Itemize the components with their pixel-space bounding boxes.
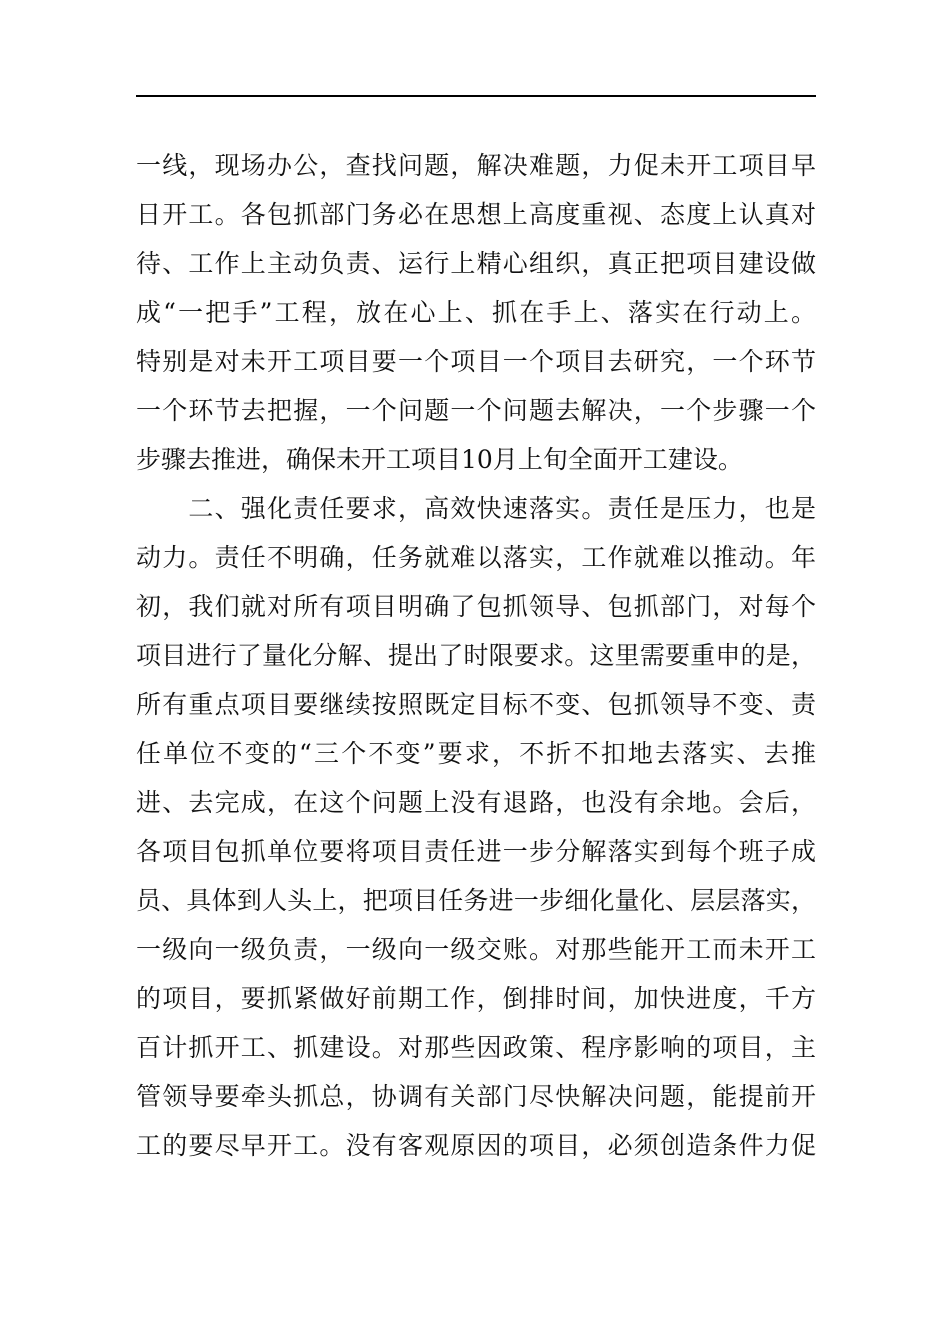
text-line: 项目进行了量化分解、提出了时限要求。这里需要重申的是， [136,641,816,670]
text-line: 员、具体到人头上，把项目任务进一步细化量化、层层落实， [136,886,816,915]
header-rule [136,95,816,97]
text-line: 工的要尽早开工。没有客观原因的项目，必须创造条件力促 [136,1131,816,1160]
text-line: 成“一把手”工程，放在心上、抓在手上、落实在行动上。 [136,298,816,327]
body-text [136,141,816,1170]
text-line: 二、强化责任要求，高效快速落实。责任是压力，也是 [136,494,816,523]
text-line: 的项目，要抓紧做好前期工作，倒排时间，加快进度，千方 [136,984,816,1013]
text-line: 日开工。各包抓部门务必在思想上高度重视、态度上认真对 [136,200,816,229]
text-line: 一个环节去把握，一个问题一个问题去解决，一个步骤一个 [136,396,816,425]
text-line: 特别是对未开工项目要一个项目一个项目去研究，一个环节 [136,347,816,376]
text-line: 百计抓开工、抓建设。对那些因政策、程序影响的项目，主 [136,1033,816,1062]
text-line: 步骤去推进，确保未开工项目10月上旬全面开工建设。 [136,445,743,474]
text-line: 进、去完成，在这个问题上没有退路，也没有余地。会后， [136,788,816,817]
text-line: 初，我们就对所有项目明确了包抓领导、包抓部门，对每个 [136,592,816,621]
text-line: 待、工作上主动负责、运行上精心组织，真正把项目建设做 [136,249,816,278]
text-line: 任单位不变的“三个不变”要求，不折不扣地去落实、去推 [136,739,816,768]
text-line: 所有重点项目要继续按照既定目标不变、包抓领导不变、责 [136,690,816,719]
text-line: 一级向一级负责，一级向一级交账。对那些能开工而未开工 [136,935,816,964]
text-line: 一线，现场办公，查找问题，解决难题，力促未开工项目早 [136,151,816,180]
text-line: 管领导要牵头抓总，协调有关部门尽快解决问题，能提前开 [136,1082,816,1111]
text-line: 各项目包抓单位要将项目责任进一步分解落实到每个班子成 [136,837,816,866]
text-line: 动力。责任不明确，任务就难以落实，工作就难以推动。年 [136,543,816,572]
